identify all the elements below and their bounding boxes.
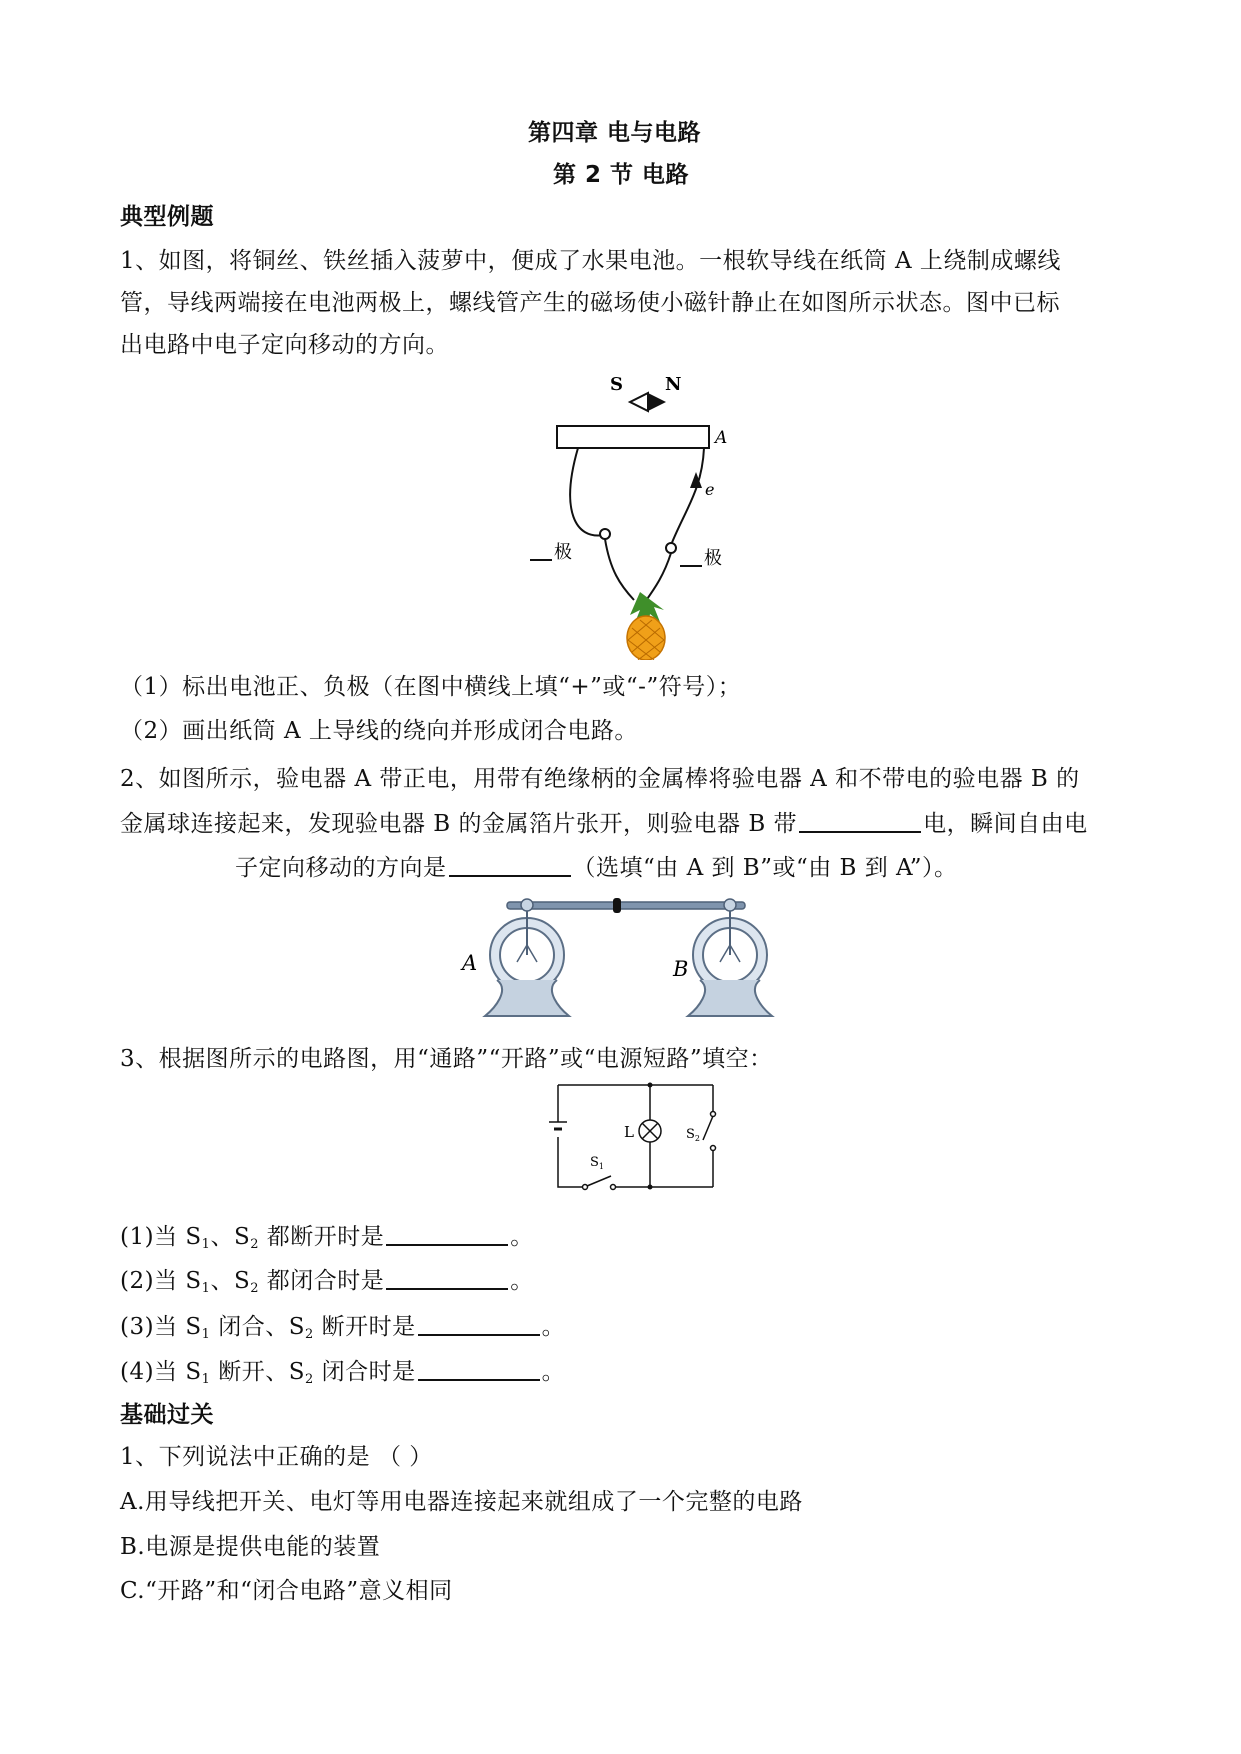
basic-q1-option-c[interactable]: C.“开路”和“闭合电路”意义相同 (120, 1578, 453, 1604)
q1-sub-1: （1）标出电池正、负极（在图中横线上填“+”或“-”符号）； (120, 674, 742, 700)
lamp-icon (639, 1120, 661, 1142)
q3-item-2-sub-a: 1 (201, 1281, 211, 1296)
q2-line-2-post: 电，瞬间自由电 (923, 811, 1088, 837)
q3-item-3-sub-a: 1 (201, 1327, 211, 1342)
q1-line-1: 1、如图，将铜丝、铁丝插入菠萝中，便成了水果电池。一根软导线在纸筒 A 上绕制成螺线 (120, 248, 1061, 274)
q3-stem: 3、根据图所示的电路图，用“通路”“开路”或“电源短路”填空： (120, 1046, 773, 1072)
basics-heading: 基础过关 (120, 1402, 214, 1428)
q2-line-3-pre: 子定向移动的方向是 (235, 855, 447, 881)
q3-item-4-post: 闭合时是 (313, 1359, 416, 1385)
q3-item-4-sub-a: 1 (201, 1372, 211, 1387)
examples-heading: 典型例题 (120, 204, 214, 230)
left-wire (570, 448, 604, 536)
section-title: 第 2 节 电路 (553, 162, 690, 188)
q3-item-1-mid: 、S (210, 1224, 251, 1250)
q3-item-4 (120, 1357, 565, 1395)
q3-item-2-post: 都闭合时是 (258, 1268, 385, 1294)
switch-s1-icon (583, 1176, 616, 1190)
q3-item-3-end: 。 (541, 1314, 566, 1340)
metal-rod (507, 902, 745, 909)
switch-s2-label: $S_2$ (686, 1127, 700, 1143)
switch-s1-label: $S_1$ (590, 1155, 604, 1171)
q3-item-3-sub-b: 2 (305, 1327, 314, 1342)
left-pole-label: 极 (554, 542, 572, 563)
right-wire (671, 448, 704, 545)
pineapple-icon (627, 592, 665, 660)
q3-item-2-mid: 、S (210, 1268, 251, 1294)
q3-item-3-post: 断开时是 (313, 1314, 416, 1340)
lamp-label: L (624, 1123, 634, 1141)
q1-line-2: 管，导线两端接在电池两极上，螺线管产生的磁场使小磁针静止在如图所示状态。图中已标 (120, 290, 1060, 316)
q3-item-4-mid: 断开、S (210, 1359, 306, 1385)
q3-item-3-pre: (3)当 S (120, 1314, 202, 1340)
q2-line-1: 2、如图所示，验电器 A 带正电，用带有绝缘柄的金属棒将验电器 A 和不带电的验电器 B 的 (120, 766, 1080, 792)
q2-line-2-pre: 金属球连接起来，发现验电器 B 的金属箔片张开，则验电器 B 带 (120, 811, 798, 837)
q3-item-4-sub-b: 2 (305, 1372, 314, 1387)
basic-q1-stem: 1、下列说法中正确的是 （ ） (120, 1444, 433, 1470)
right-pole-label: 极 (704, 548, 722, 569)
q3-item-3-mid: 闭合、S (210, 1314, 306, 1340)
q3-item-3 (120, 1312, 565, 1350)
needle-s-label: S (610, 374, 623, 395)
left-lead (605, 539, 634, 600)
battery-icon (549, 1122, 567, 1129)
q2-line-3 (235, 853, 958, 883)
q3-item-4-end: 。 (541, 1359, 566, 1385)
basic-q1-option-b[interactable]: B.电源是提供电能的装置 (120, 1534, 381, 1560)
paper-tube-a (557, 426, 709, 448)
compass-needle (630, 393, 666, 411)
electroscope-a-label: A (462, 951, 478, 975)
q1-sub-2: （2）画出纸筒 A 上导线的绕向并形成闭合电路。 (120, 718, 638, 744)
electroscope-figure (455, 890, 785, 1020)
left-terminal (600, 529, 610, 539)
electroscope-b-label: B (673, 957, 689, 981)
switch-s2-icon (703, 1112, 716, 1151)
q3-item-4-blank[interactable] (418, 1357, 540, 1381)
q3-item-1-end: 。 (510, 1224, 534, 1250)
electroscope-a (485, 899, 569, 1016)
tube-label-a: A (715, 428, 728, 448)
q3-item-2-blank[interactable] (386, 1266, 508, 1290)
q3-item-1-pre: (1)当 S (120, 1224, 202, 1250)
q3-item-2 (120, 1266, 534, 1304)
q2-direction-blank[interactable] (449, 853, 571, 877)
q3-item-1-blank[interactable] (386, 1222, 508, 1246)
electroscope-b (688, 899, 772, 1016)
q3-item-4-pre: (4)当 S (120, 1359, 202, 1385)
q3-item-2-pre: (2)当 S (120, 1268, 202, 1294)
needle-n-label: N (665, 374, 682, 395)
q3-item-1-sub-a: 1 (201, 1237, 211, 1252)
electron-label: e (705, 480, 715, 499)
basic-q1-option-a[interactable]: A.用导线把开关、电灯等用电器连接起来就组成了一个完整的电路 (120, 1489, 803, 1515)
q3-item-1-sub-b: 2 (250, 1237, 259, 1252)
q3-item-2-end: 。 (510, 1268, 534, 1294)
right-lead (645, 553, 671, 602)
q3-item-2-sub-b: 2 (250, 1281, 259, 1296)
q2-line-3-post: （选填“由 A 到 B”或“由 B 到 A”）。 (572, 855, 958, 881)
q3-item-1 (120, 1222, 534, 1260)
q3-item-3-blank[interactable] (418, 1312, 540, 1336)
q1-line-3: 出电路中电子定向移动的方向。 (120, 332, 449, 358)
q2-charge-blank[interactable] (799, 809, 921, 833)
q3-item-1-post: 都断开时是 (258, 1224, 385, 1250)
fruit-battery-figure (530, 370, 740, 660)
chapter-title: 第四章 电与电路 (528, 120, 702, 146)
right-terminal (666, 543, 676, 553)
circuit-diagram (545, 1082, 725, 1202)
q2-line-2 (120, 809, 1088, 839)
insulating-handle (613, 898, 621, 913)
